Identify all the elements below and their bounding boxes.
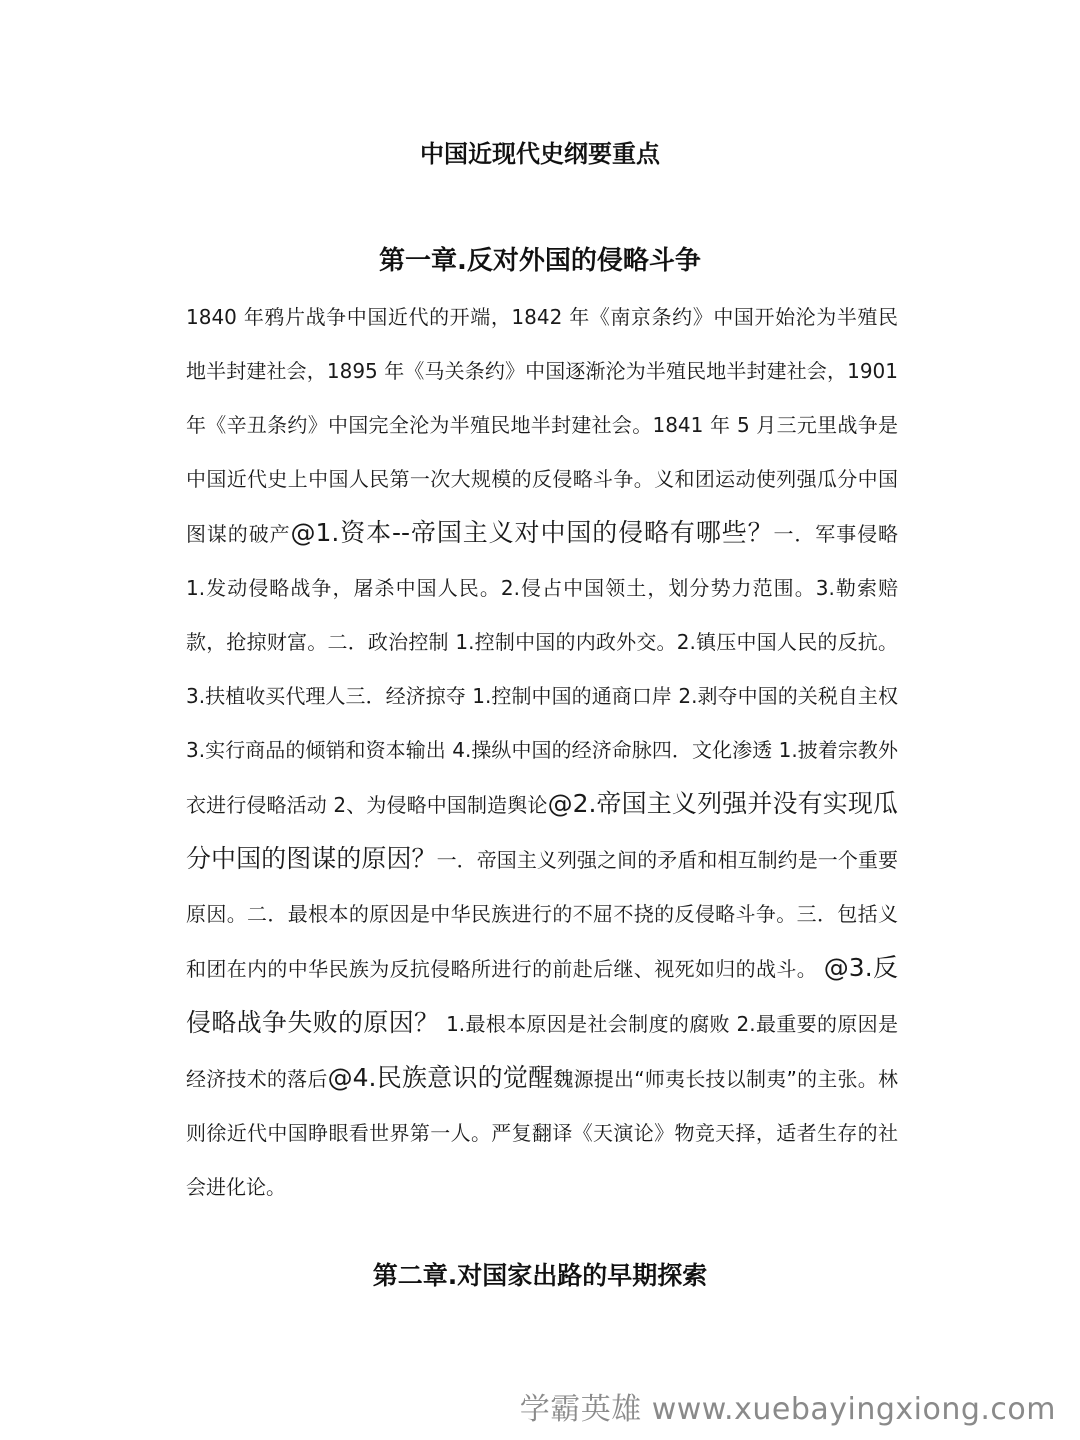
chapter-1-heading: 第一章.反对外国的侵略斗争 bbox=[379, 246, 701, 276]
chapter-1-body bbox=[186, 290, 898, 1214]
chapter-2-heading: 第二章.对国家出路的早期探索 bbox=[372, 1261, 708, 1290]
site-watermark bbox=[510, 1384, 1056, 1428]
question-3: @3.反侵略战争失败的原因？ bbox=[186, 953, 899, 1037]
question-4: @4.民族意识的觉醒 bbox=[327, 1063, 554, 1092]
answer-3: 1.最根本原因是社会制度的腐败 2.最重要的原因是经济技术的落后 bbox=[186, 1012, 898, 1091]
answer-4: 魏源提出“师夷长技以制夷”的主张。林则徐近代中国睁眼看世界第一人。严复翻译《天演论》物竞天择，适者生存的社会进化论。 bbox=[186, 1067, 899, 1199]
document-title: 中国近现代史纲要重点 bbox=[420, 140, 660, 168]
watermark-site-name: 学霸英雄 bbox=[519, 1392, 642, 1427]
watermark-url: www.xuebayingxiong.com bbox=[651, 1392, 1056, 1427]
question-2: @2.帝国主义列强并没有实现瓜分中国的图谋的原因？ bbox=[186, 789, 898, 873]
paragraph-intro: 1840 年鸦片战争中国近代的开端，1842 年《南京条约》中国开始沦为半殖民地半封建社会，1895 年《马关条约》中国逐渐沦为半殖民地半封建社会，1901 年《辛丑条约》中国完全沦为半殖民地半封建社会。1841 年 5 月三元里战争是中国近代史上中国人民第一次大规模的反侵略斗争。义和团运动使列强瓜分中国图谋的破产 bbox=[186, 305, 898, 546]
answer-2: 一．帝国主义列强之间的矛盾和相互制约是一个重要原因。二．最根本的原因是中华民族进行的不屈不挠的反侵略斗争。三．包括义和团在内的中华民族为反抗侵略所进行的前赴后继、视死如归的战斗。 bbox=[186, 848, 898, 981]
question-1: @1.资本--帝国主义对中国的侵略有哪些？ bbox=[290, 518, 774, 547]
answer-1: 一．军事侵略 1.发动侵略战争，屠杀中国人民。2.侵占中国领土，划分势力范围。3.勒索赔款，抢掠财富。二．政治控制 1.控制中国的内政外交。2.镇压中国人民的反抗。3.扶植收买代理人三．经济掠夺 1.控制中国的通商口岸 2.剥夺中国的关税自主权 3.实行商品的倾销和资本输出 4.操纵中国的经济命脉四．文化渗透 1.披着宗教外衣进行侵略活动 2、为侵略中国制造舆论 bbox=[186, 522, 898, 817]
